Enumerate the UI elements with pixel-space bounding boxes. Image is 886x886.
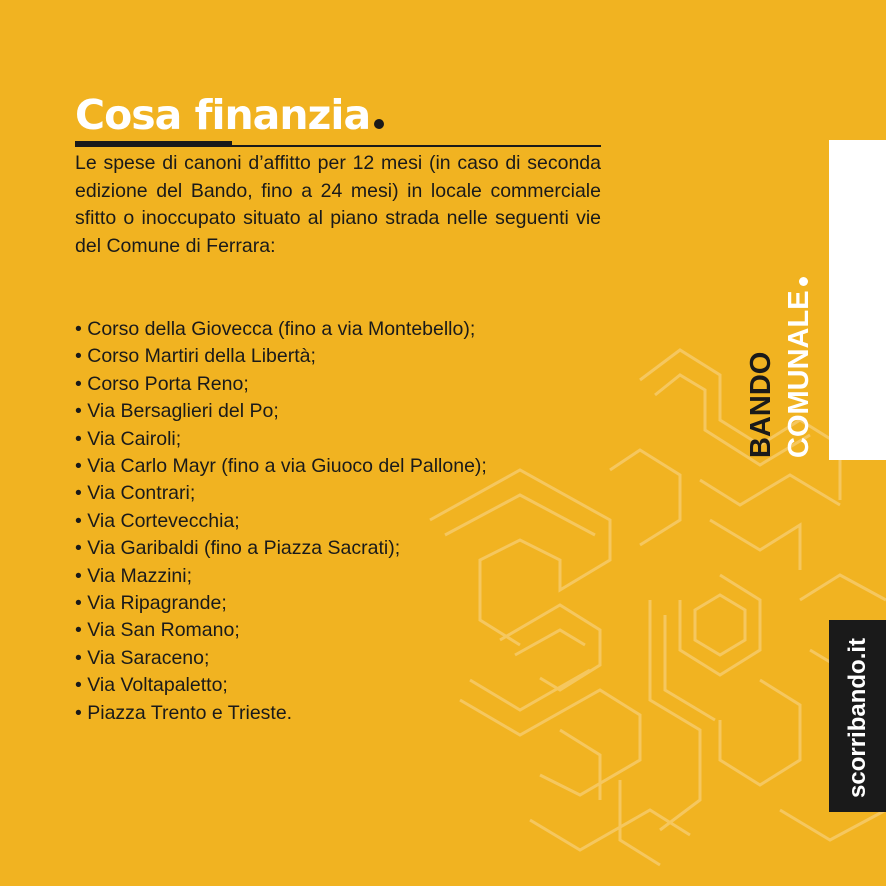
side-label-comunale-text: COMUNALE (783, 290, 815, 458)
list-item: • Via Cairoli; (75, 426, 487, 453)
title-underline-accent (75, 141, 232, 147)
list-item: • Via San Romano; (75, 617, 487, 644)
list-item: • Corso Martiri della Libertà; (75, 343, 487, 370)
title-dot (374, 119, 384, 129)
list-item: • Via Garibaldi (fino a Piazza Sacrati); (75, 535, 487, 562)
list-item: • Piazza Trento e Trieste. (75, 700, 487, 727)
list-item: • Corso della Giovecca (fino a via Montebello); (75, 316, 487, 343)
list-item: • Via Mazzini; (75, 563, 487, 590)
streets-list (75, 316, 487, 727)
side-label-bando: BANDO (745, 351, 777, 458)
list-item: • Via Cortevecchia; (75, 508, 487, 535)
list-item: • Via Ripagrande; (75, 590, 487, 617)
intro-paragraph: Le spese di canoni d’affitto per 12 mesi (in caso di seconda edizione del Bando, fino a 24 mesi) in locale commerciale sfitto o inoccupato situato al piano strada nelle seguenti vie del Comune di Ferrara: (75, 152, 601, 257)
side-label-dot (799, 277, 808, 286)
list-item: • Via Bersaglieri del Po; (75, 398, 487, 425)
list-item: • Via Saraceno; (75, 645, 487, 672)
list-item: • Via Contrari; (75, 480, 487, 507)
list-item: • Via Carlo Mayr (fino a via Giuoco del Pallone); (75, 453, 487, 480)
list-item: • Corso Porta Reno; (75, 371, 487, 398)
title-text: Cosa finanzia (75, 91, 371, 139)
list-item: • Via Voltapaletto; (75, 672, 487, 699)
website-link[interactable]: scorribando.it (844, 637, 871, 798)
side-label-comunale (782, 277, 816, 458)
page-title (75, 90, 384, 140)
side-tab-white (829, 140, 886, 460)
